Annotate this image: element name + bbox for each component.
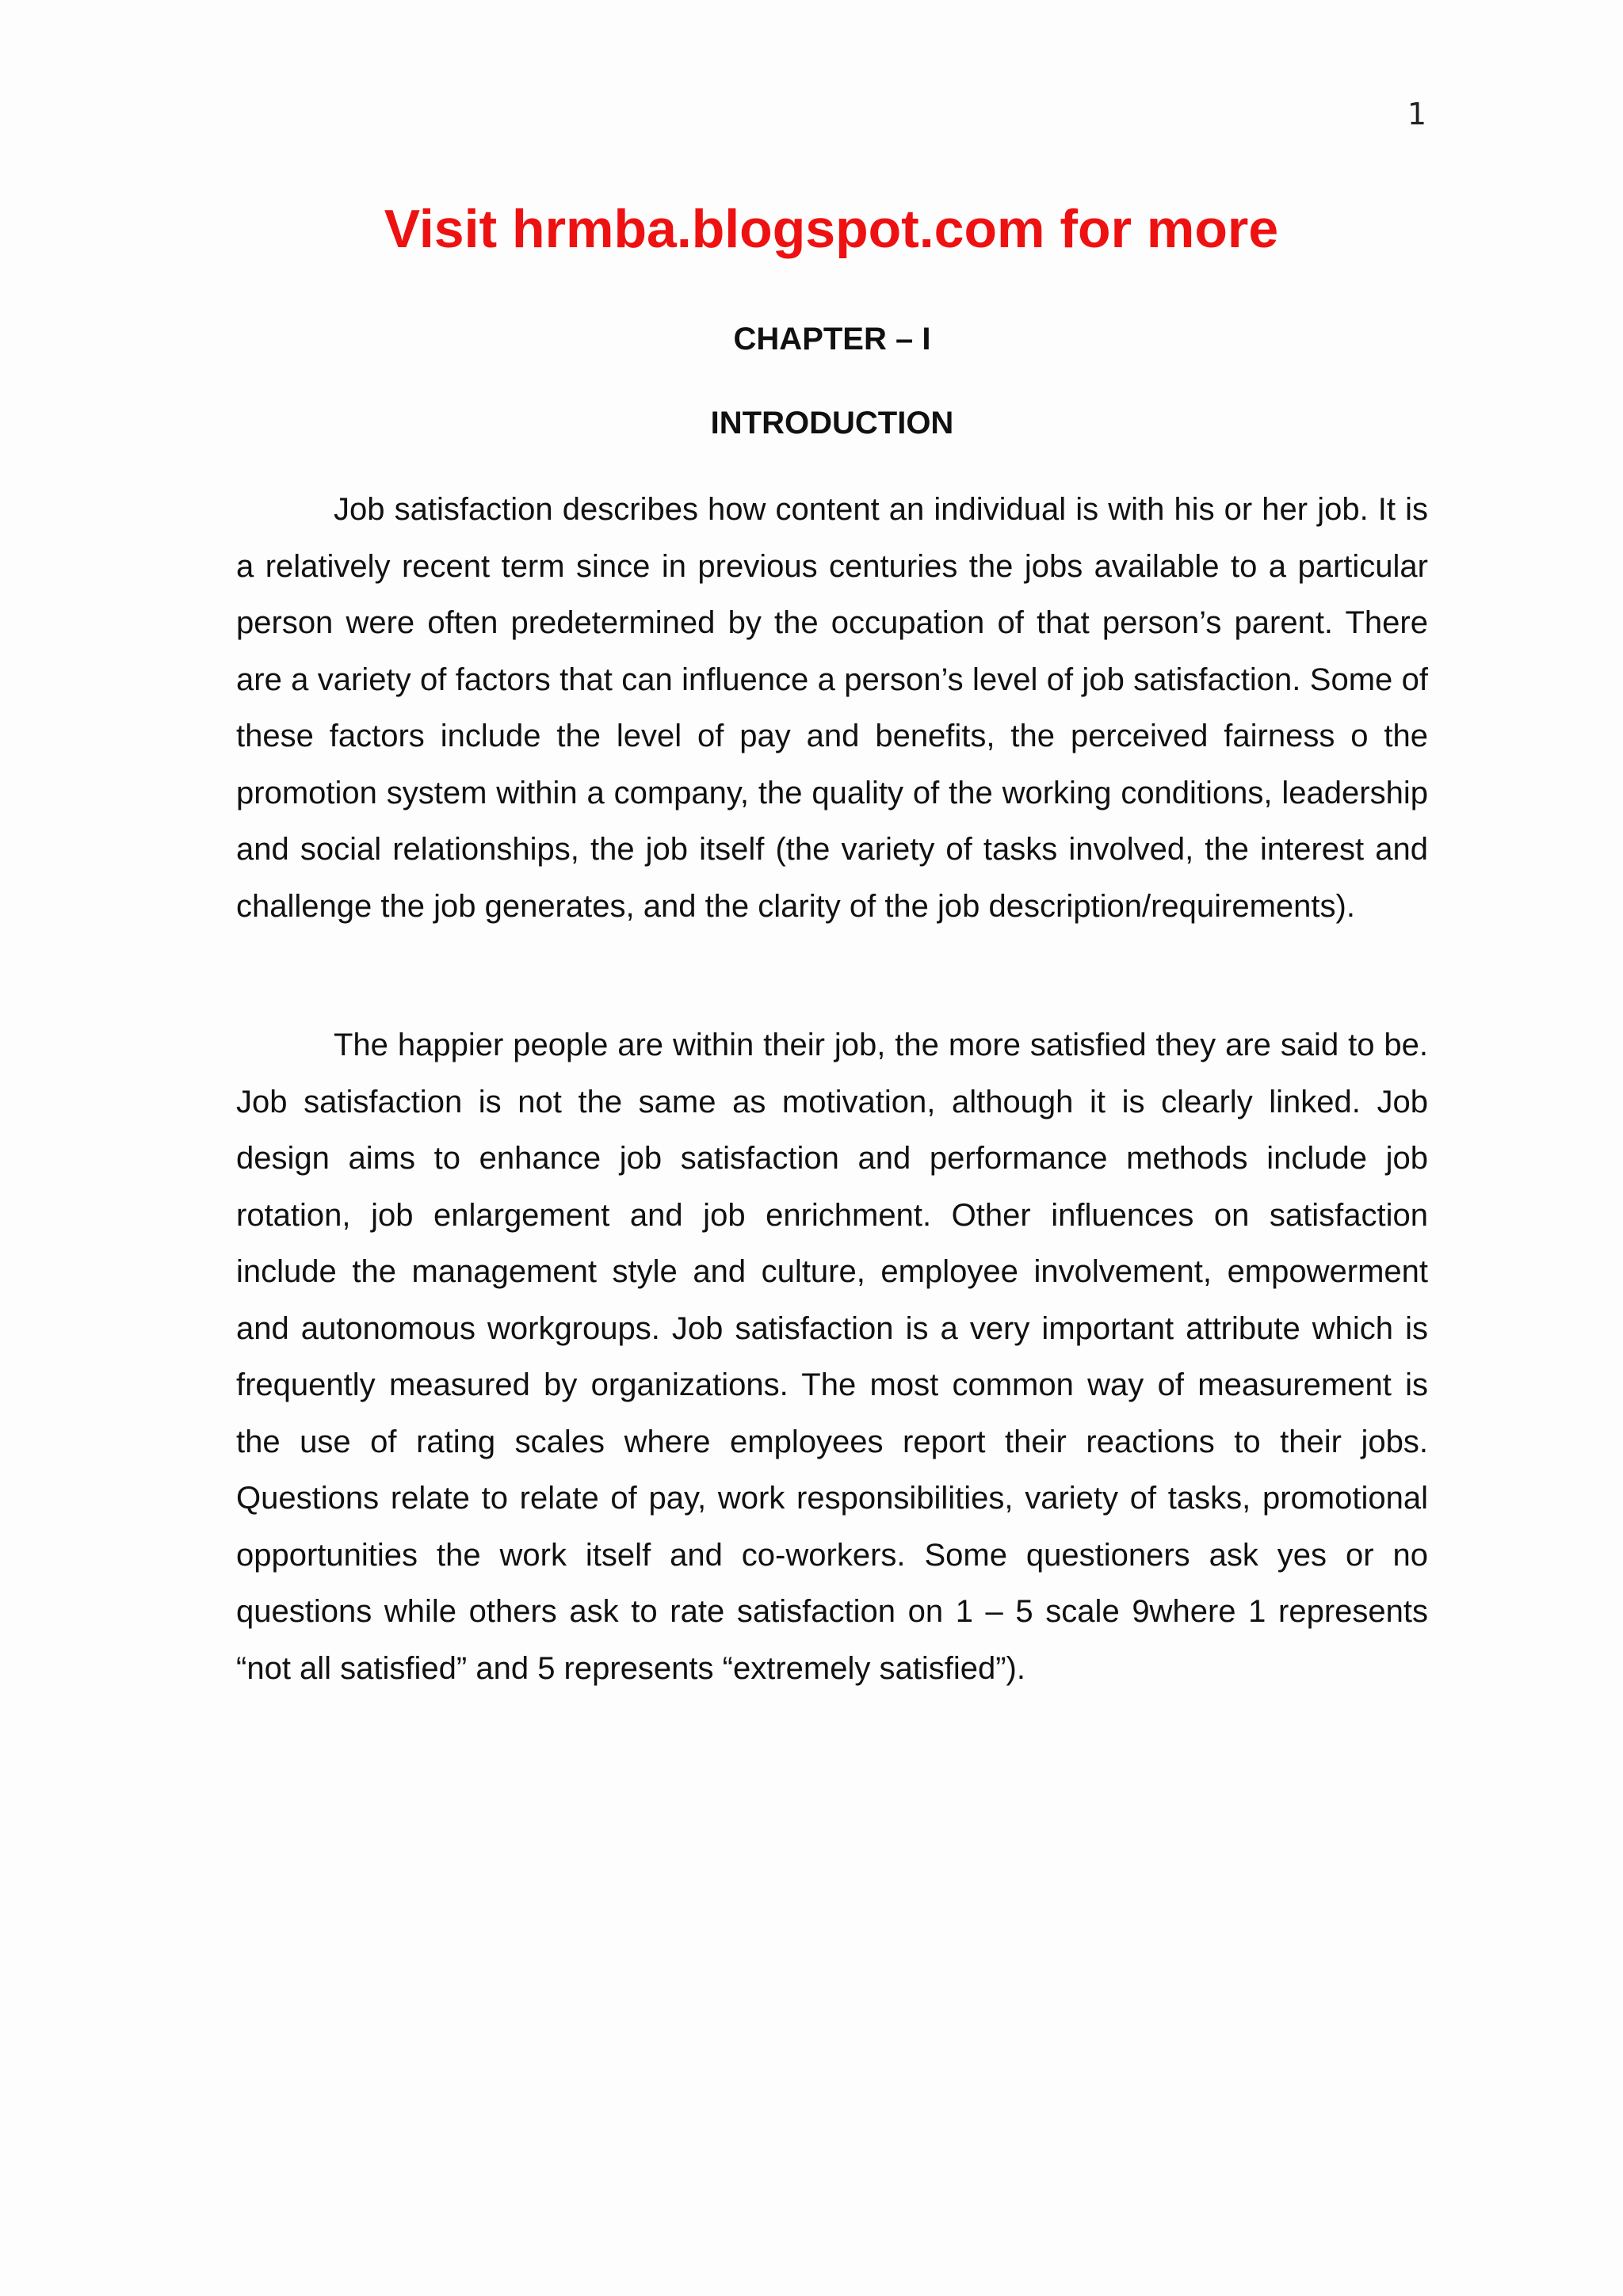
body-paragraph-1: Job satisfaction describes how content an individual is with his or her job. It is a relatively recent term since in previous centuries the jobs available to a particular person were often predetermined by the occupation of that person’s parent. There are a variety of factors that can influence a person’s level of job satisfaction. Some of these factors include the level of pay and benefits, the perceived fairness o the promotion system within a company, the quality of the working conditions, leadership and social relationships, the job itself (the variety of tasks involved, the interest and challenge the job generates, and the clarity of the job description/requirements). bbox=[236, 492, 1428, 924]
page-number: 1 bbox=[1407, 97, 1426, 132]
chapter-title: CHAPTER – I bbox=[733, 322, 931, 357]
promo-banner: Visit hrmba.blogspot.com for more bbox=[384, 199, 1279, 259]
section-heading: INTRODUCTION bbox=[710, 406, 954, 441]
body-paragraph-2: The happier people are within their job, the more satisfied they are said to be. Job satisfaction is not the same as motivation, although it is clearly linked. Job design aims to enhance job satisfaction and performance methods include job rotation, job enlargement and job enrichment. Other influences on satisfaction include the management style and culture, employee involvement, empowerment and autonomous workgroups. Job satisfaction is a very important attribute which is frequently measured by organizations. The most common way of measurement is the use of rating scales where employees report their reactions to their jobs. Questions relate to relate of pay, work responsibilities, variety of tasks, promotional opportunities the work itself and co-workers. Some questioners ask yes or no questions while others ask to rate satisfaction on 1 – 5 scale 9where 1 represents “not all satisfied” and 5 represents “extremely satisfied”). bbox=[236, 1028, 1428, 1686]
